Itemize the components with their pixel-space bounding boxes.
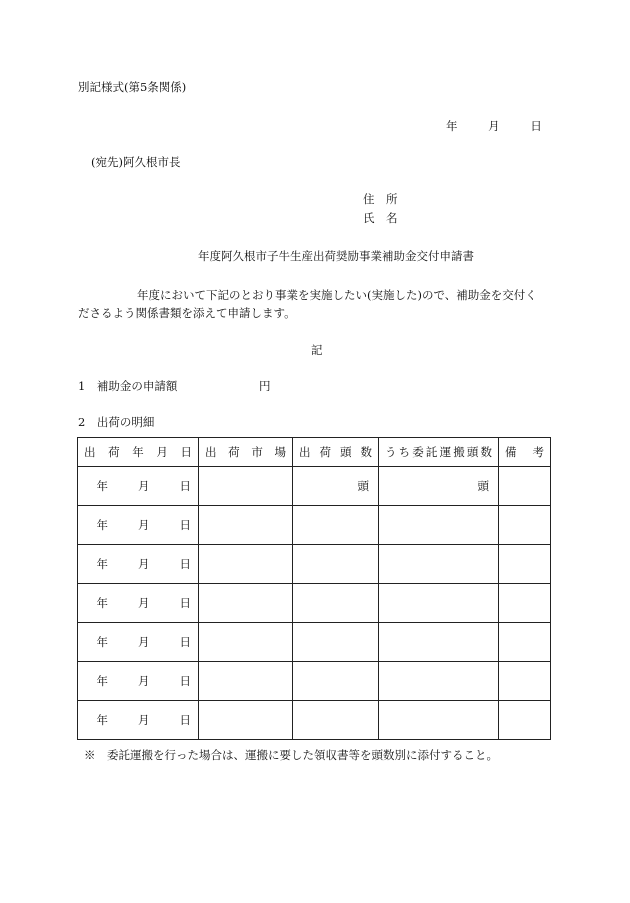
year-unit: 年 xyxy=(96,518,108,532)
cell-shipping-date[interactable] xyxy=(78,545,199,584)
year-unit: 年 xyxy=(96,674,108,688)
cell-head-count[interactable] xyxy=(293,623,379,662)
cell-shipping-market[interactable] xyxy=(199,623,293,662)
name-label: 氏 名 xyxy=(363,211,398,225)
cell-consigned-count[interactable] xyxy=(379,701,499,740)
year-unit: 年 xyxy=(96,596,108,610)
cell-remarks[interactable] xyxy=(499,701,551,740)
cell-shipping-market[interactable] xyxy=(199,701,293,740)
month-unit: 月 xyxy=(138,674,150,688)
table-row xyxy=(78,623,551,662)
cell-remarks[interactable] xyxy=(499,545,551,584)
month-unit: 月 xyxy=(138,479,150,493)
month-unit: 月 xyxy=(138,713,150,727)
cell-consigned-count[interactable] xyxy=(379,584,499,623)
cell-shipping-market[interactable] xyxy=(199,662,293,701)
table-row xyxy=(78,506,551,545)
month-unit: 月 xyxy=(138,518,150,532)
cell-remarks[interactable] xyxy=(499,467,551,506)
addressee: (宛先)阿久根市長 xyxy=(91,155,181,169)
date-line xyxy=(446,121,542,133)
cell-consigned-count[interactable] xyxy=(379,623,499,662)
item2-label: 2 出荷の明細 xyxy=(78,415,155,429)
date-month-label: 月 xyxy=(488,119,500,133)
table-row xyxy=(78,662,551,701)
day-unit: 日 xyxy=(179,635,191,649)
table-row xyxy=(78,701,551,740)
cell-head-count[interactable] xyxy=(293,584,379,623)
header-shipping-date: 出 荷 年 月 日 xyxy=(78,438,199,467)
cell-head-count[interactable] xyxy=(293,545,379,584)
year-unit: 年 xyxy=(96,479,108,493)
cell-consigned-count[interactable] xyxy=(379,545,499,584)
cell-head-count[interactable] xyxy=(293,662,379,701)
cell-shipping-date[interactable] xyxy=(78,467,199,506)
cell-shipping-market[interactable] xyxy=(199,506,293,545)
header-shipping-market: 出 荷 市 場 xyxy=(199,438,293,467)
cell-consigned-count[interactable] xyxy=(379,662,499,701)
shipment-table xyxy=(77,437,551,740)
header-remarks: 備 考 xyxy=(499,438,551,467)
day-unit: 日 xyxy=(179,713,191,727)
address-label: 住 所 xyxy=(363,192,398,206)
year-unit: 年 xyxy=(96,635,108,649)
header-head-count: 出 荷 頭 数 xyxy=(293,438,379,467)
month-unit: 月 xyxy=(138,557,150,571)
month-unit: 月 xyxy=(138,635,150,649)
date-day-label: 日 xyxy=(530,119,542,133)
cell-remarks[interactable] xyxy=(499,662,551,701)
body-line-2: ださるよう関係書類を添えて申請します。 xyxy=(78,306,296,320)
month-unit: 月 xyxy=(138,596,150,610)
body-line-1: 年度において下記のとおり事業を実施したい(実施した)ので、補助金を交付く xyxy=(137,288,537,302)
cell-shipping-market[interactable] xyxy=(199,545,293,584)
year-unit: 年 xyxy=(96,713,108,727)
cell-shipping-date[interactable] xyxy=(78,584,199,623)
cell-remarks[interactable] xyxy=(499,506,551,545)
cell-shipping-date[interactable] xyxy=(78,701,199,740)
cell-head-count[interactable] xyxy=(293,701,379,740)
header-consigned-count: う ち 委 託 運 搬 頭 数 xyxy=(379,438,499,467)
document-title: 年度阿久根市子牛生産出荷奨励事業補助金交付申請書 xyxy=(198,249,474,263)
cell-remarks[interactable] xyxy=(499,584,551,623)
cell-shipping-market[interactable] xyxy=(199,584,293,623)
day-unit: 日 xyxy=(179,518,191,532)
table-row xyxy=(78,467,551,506)
cell-head-count[interactable]: 頭 xyxy=(293,467,379,506)
cell-consigned-count[interactable]: 頭 xyxy=(379,467,499,506)
cell-shipping-date[interactable] xyxy=(78,623,199,662)
table-header-row xyxy=(78,438,551,467)
cell-shipping-date[interactable] xyxy=(78,662,199,701)
table-body xyxy=(78,467,551,740)
table-row xyxy=(78,584,551,623)
date-year-label: 年 xyxy=(446,119,458,133)
day-unit: 日 xyxy=(179,674,191,688)
day-unit: 日 xyxy=(179,596,191,610)
footnote: ※ 委託運搬を行った場合は、運搬に要した領収書等を頭数別に添付すること。 xyxy=(84,748,498,762)
cell-shipping-market[interactable] xyxy=(199,467,293,506)
day-unit: 日 xyxy=(179,557,191,571)
day-unit: 日 xyxy=(179,479,191,493)
cell-shipping-date[interactable] xyxy=(78,506,199,545)
cell-consigned-count[interactable] xyxy=(379,506,499,545)
cell-head-count[interactable] xyxy=(293,506,379,545)
item1-label: 1 補助金の申請額 xyxy=(78,379,178,393)
year-unit: 年 xyxy=(96,557,108,571)
cell-remarks[interactable] xyxy=(499,623,551,662)
form-id: 別記様式(第5条関係) xyxy=(78,80,187,94)
ki-heading: 記 xyxy=(311,343,323,357)
item1-unit: 円 xyxy=(259,379,271,393)
table-row xyxy=(78,545,551,584)
